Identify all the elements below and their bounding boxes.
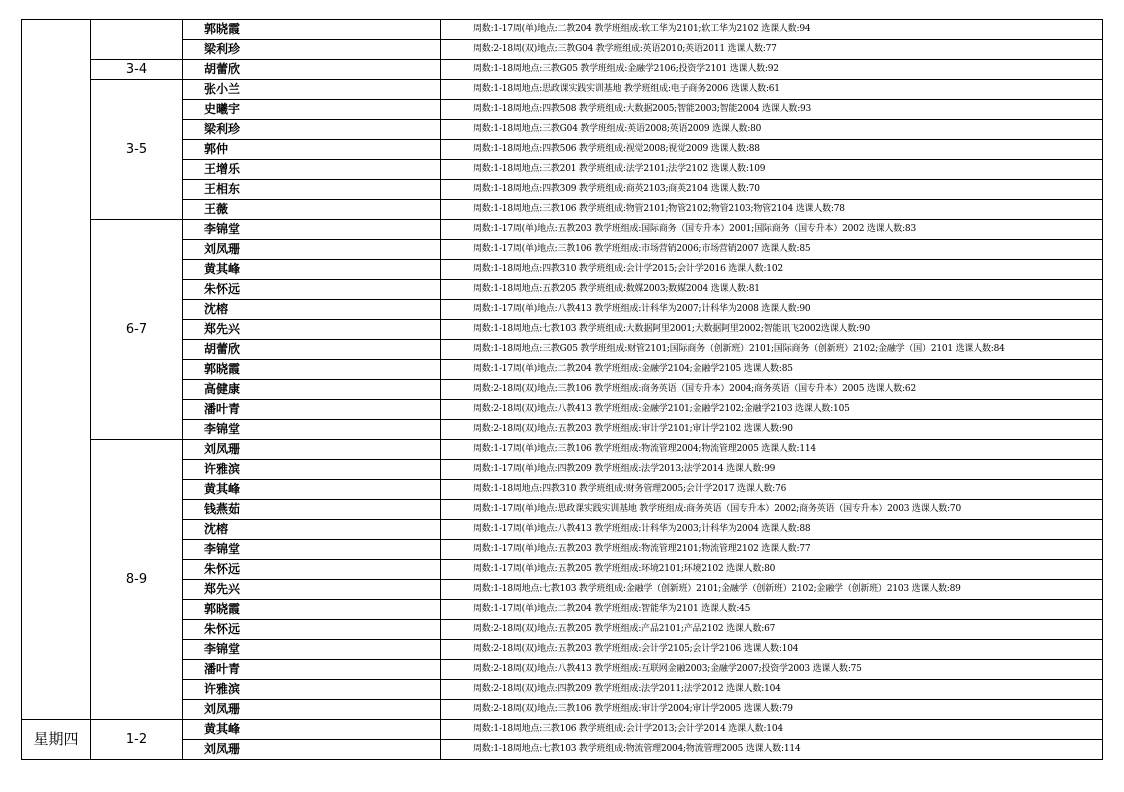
course-detail-cell: 周数:1-18周地点:五教205 教学班组成:数媒2003;数媒2004 选课人数:81 — [441, 280, 1103, 300]
course-detail-cell: 周数:2-18周(双)地点:五教203 教学班组成:审计学2101;审计学2102 选课人数:90 — [441, 420, 1103, 440]
course-detail-cell: 周数:2-18周(双)地点:三教106 教学班组成:商务英语（国专升本）2004;商务英语（国专升本）2005 选课人数:62 — [441, 380, 1103, 400]
course-detail-cell: 周数:1-18周地点:三教201 教学班组成:法学2101;法学2102 选课人数:109 — [441, 160, 1103, 180]
table-row — [22, 180, 1103, 200]
table-row — [22, 460, 1103, 480]
teacher-cell: 潘叶青 — [183, 400, 441, 420]
table-row — [22, 260, 1103, 280]
period-cell: 6-7 — [91, 220, 183, 440]
table-row — [22, 220, 1103, 240]
period-cell: 3-4 — [91, 60, 183, 80]
table-row — [22, 560, 1103, 580]
table-row — [22, 580, 1103, 600]
course-detail-cell: 周数:1-17周(单)地点:五教203 教学班组成:国际商务（国专升本）2001;国际商务（国专升本）2002 选课人数:83 — [441, 220, 1103, 240]
course-detail-cell: 周数:1-18周地点:七教103 教学班组成:大数据阿里2001;大数据阿里2002;智能讯飞2002选课人数:90 — [441, 320, 1103, 340]
course-detail-cell: 周数:1-17周(单)地点:二教204 教学班组成:软工华为2101;软工华为2102 选课人数:94 — [441, 20, 1103, 40]
weekday-cell — [22, 20, 91, 720]
table-row — [22, 620, 1103, 640]
teacher-cell: 郭晓霞 — [183, 360, 441, 380]
course-detail-cell: 周数:1-18周地点:三教G04 教学班组成:英语2008;英语2009 选课人数:80 — [441, 120, 1103, 140]
teacher-cell: 胡蕾欣 — [183, 60, 441, 80]
table-row — [22, 520, 1103, 540]
period-cell: 8-9 — [91, 440, 183, 720]
course-detail-cell: 周数:1-18周地点:三教106 教学班组成:会计学2013;会计学2014 选课人数:104 — [441, 720, 1103, 740]
course-detail-cell: 周数:2-18周(双)地点:八教413 教学班组成:互联网金融2003;金融学2007;投资学2003 选课人数:75 — [441, 660, 1103, 680]
course-detail-cell: 周数:1-18周地点:四教508 教学班组成:大数据2005;智能2003;智能2004 选课人数:93 — [441, 100, 1103, 120]
teacher-cell: 刘凤珊 — [183, 440, 441, 460]
teacher-cell: 梁利珍 — [183, 40, 441, 60]
course-detail-cell: 周数:2-18周(双)地点:五教205 教学班组成:产品2101;产品2102 选课人数:67 — [441, 620, 1103, 640]
course-detail-cell: 周数:1-17周(单)地点:八教413 教学班组成:计科华为2007;计科华为2008 选课人数:90 — [441, 300, 1103, 320]
course-detail-cell: 周数:1-18周地点:四教310 教学班组成:财务管理2005;会计学2017 选课人数:76 — [441, 480, 1103, 500]
course-detail-cell: 周数:1-17周(单)地点:三教106 教学班组成:市场营销2006;市场营销2007 选课人数:85 — [441, 240, 1103, 260]
teacher-cell: 张小兰 — [183, 80, 441, 100]
teacher-cell: 李锦堂 — [183, 220, 441, 240]
course-schedule-table — [21, 19, 1103, 760]
teacher-cell: 许雅滨 — [183, 680, 441, 700]
course-detail-cell: 周数:1-18周地点:四教506 教学班组成:视觉2008;视觉2009 选课人数:88 — [441, 140, 1103, 160]
teacher-cell: 沈榕 — [183, 300, 441, 320]
table-row — [22, 20, 1103, 40]
table-row — [22, 600, 1103, 620]
teacher-cell: 郭晓霞 — [183, 600, 441, 620]
course-detail-cell: 周数:1-18周地点:七教103 教学班组成:金融学（创新班）2101;金融学（创新班）2102;金融学（创新班）2103 选课人数:89 — [441, 580, 1103, 600]
course-detail-cell: 周数:2-18周(双)地点:三教106 教学班组成:审计学2004;审计学2005 选课人数:79 — [441, 700, 1103, 720]
course-detail-cell: 周数:1-17周(单)地点:思政课实践实训基地 教学班组成:商务英语（国专升本）2002;商务英语（国专升本）2003 选课人数:70 — [441, 500, 1103, 520]
teacher-cell: 刘凤珊 — [183, 700, 441, 720]
course-detail-cell: 周数:2-18周(双)地点:八教413 教学班组成:金融学2101;金融学2102;金融学2103 选课人数:105 — [441, 400, 1103, 420]
teacher-cell: 刘凤珊 — [183, 740, 441, 760]
teacher-cell: 钱燕茹 — [183, 500, 441, 520]
table-row — [22, 100, 1103, 120]
teacher-cell: 郑先兴 — [183, 320, 441, 340]
course-detail-cell: 周数:1-17周(单)地点:四教209 教学班组成:法学2013;法学2014 选课人数:99 — [441, 460, 1103, 480]
table-row — [22, 200, 1103, 220]
teacher-cell: 黄其峰 — [183, 260, 441, 280]
table-row — [22, 360, 1103, 380]
teacher-cell: 史曦宇 — [183, 100, 441, 120]
teacher-cell: 郭仲 — [183, 140, 441, 160]
table-row — [22, 40, 1103, 60]
teacher-cell: 朱怀远 — [183, 560, 441, 580]
teacher-cell: 胡蕾欣 — [183, 340, 441, 360]
teacher-cell: 王相东 — [183, 180, 441, 200]
table-row — [22, 640, 1103, 660]
course-detail-cell: 周数:2-18周(双)地点:四教209 教学班组成:法学2011;法学2012 选课人数:104 — [441, 680, 1103, 700]
teacher-cell: 王薇 — [183, 200, 441, 220]
table-row — [22, 140, 1103, 160]
teacher-cell: 李锦堂 — [183, 420, 441, 440]
table-row — [22, 320, 1103, 340]
teacher-cell: 郭晓霞 — [183, 20, 441, 40]
table-row — [22, 80, 1103, 100]
table-row — [22, 540, 1103, 560]
course-detail-cell: 周数:1-18周地点:思政课实践实训基地 教学班组成:电子商务2006 选课人数:61 — [441, 80, 1103, 100]
table-row — [22, 700, 1103, 720]
table-row — [22, 740, 1103, 760]
teacher-cell: 刘凤珊 — [183, 240, 441, 260]
teacher-cell: 郑先兴 — [183, 580, 441, 600]
teacher-cell: 李锦堂 — [183, 540, 441, 560]
teacher-cell: 潘叶青 — [183, 660, 441, 680]
table-row — [22, 400, 1103, 420]
table-row — [22, 240, 1103, 260]
table-row — [22, 660, 1103, 680]
course-detail-cell: 周数:1-18周地点:三教G05 教学班组成:金融学2106;投资学2101 选课人数:92 — [441, 60, 1103, 80]
teacher-cell: 李锦堂 — [183, 640, 441, 660]
table-row — [22, 420, 1103, 440]
course-detail-cell: 周数:1-17周(单)地点:五教205 教学班组成:环境2101;环境2102 选课人数:80 — [441, 560, 1103, 580]
teacher-cell: 朱怀远 — [183, 620, 441, 640]
table-row — [22, 300, 1103, 320]
table-row — [22, 500, 1103, 520]
table-row — [22, 680, 1103, 700]
teacher-cell: 朱怀远 — [183, 280, 441, 300]
teacher-cell: 许雅滨 — [183, 460, 441, 480]
table-row — [22, 720, 1103, 740]
table-row — [22, 160, 1103, 180]
course-detail-cell: 周数:1-18周地点:七教103 教学班组成:物流管理2004;物流管理2005 选课人数:114 — [441, 740, 1103, 760]
course-detail-cell: 周数:1-17周(单)地点:二教204 教学班组成:智能华为2101 选课人数:45 — [441, 600, 1103, 620]
table-row — [22, 380, 1103, 400]
teacher-cell: 沈榕 — [183, 520, 441, 540]
table-row — [22, 340, 1103, 360]
course-detail-cell: 周数:2-18周(双)地点:三教G04 教学班组成:英语2010;英语2011 选课人数:77 — [441, 40, 1103, 60]
table-row — [22, 480, 1103, 500]
course-detail-cell: 周数:2-18周(双)地点:五教203 教学班组成:会计学2105;会计学2106 选课人数:104 — [441, 640, 1103, 660]
period-cell: 1-2 — [91, 720, 183, 760]
table-row — [22, 60, 1103, 80]
teacher-cell: 高健康 — [183, 380, 441, 400]
period-cell — [91, 20, 183, 60]
course-detail-cell: 周数:1-17周(单)地点:二教204 教学班组成:金融学2104;金融学2105 选课人数:85 — [441, 360, 1103, 380]
teacher-cell: 黄其峰 — [183, 480, 441, 500]
course-detail-cell: 周数:1-18周地点:四教309 教学班组成:商英2103;商英2104 选课人数:70 — [441, 180, 1103, 200]
course-detail-cell: 周数:1-17周(单)地点:三教106 教学班组成:物流管理2004;物流管理2005 选课人数:114 — [441, 440, 1103, 460]
course-detail-cell: 周数:1-18周地点:四教310 教学班组成:会计学2015;会计学2016 选课人数:102 — [441, 260, 1103, 280]
course-detail-cell: 周数:1-18周地点:三教106 教学班组成:物管2101;物管2102;物管2103;物管2104 选课人数:78 — [441, 200, 1103, 220]
course-detail-cell: 周数:1-17周(单)地点:五教203 教学班组成:物流管理2101;物流管理2102 选课人数:77 — [441, 540, 1103, 560]
table-row — [22, 280, 1103, 300]
table-row — [22, 120, 1103, 140]
course-detail-cell: 周数:1-17周(单)地点:八教413 教学班组成:计科华为2003;计科华为2004 选课人数:88 — [441, 520, 1103, 540]
table-row — [22, 440, 1103, 460]
teacher-cell: 黄其峰 — [183, 720, 441, 740]
weekday-cell: 星期四 — [22, 720, 91, 760]
course-detail-cell: 周数:1-18周地点:三教G05 教学班组成:财管2101;国际商务（创新班）2101;国际商务（创新班）2102;金融学（国）2101 选课人数:84 — [441, 340, 1103, 360]
teacher-cell: 梁利珍 — [183, 120, 441, 140]
teacher-cell: 王增乐 — [183, 160, 441, 180]
period-cell: 3-5 — [91, 80, 183, 220]
